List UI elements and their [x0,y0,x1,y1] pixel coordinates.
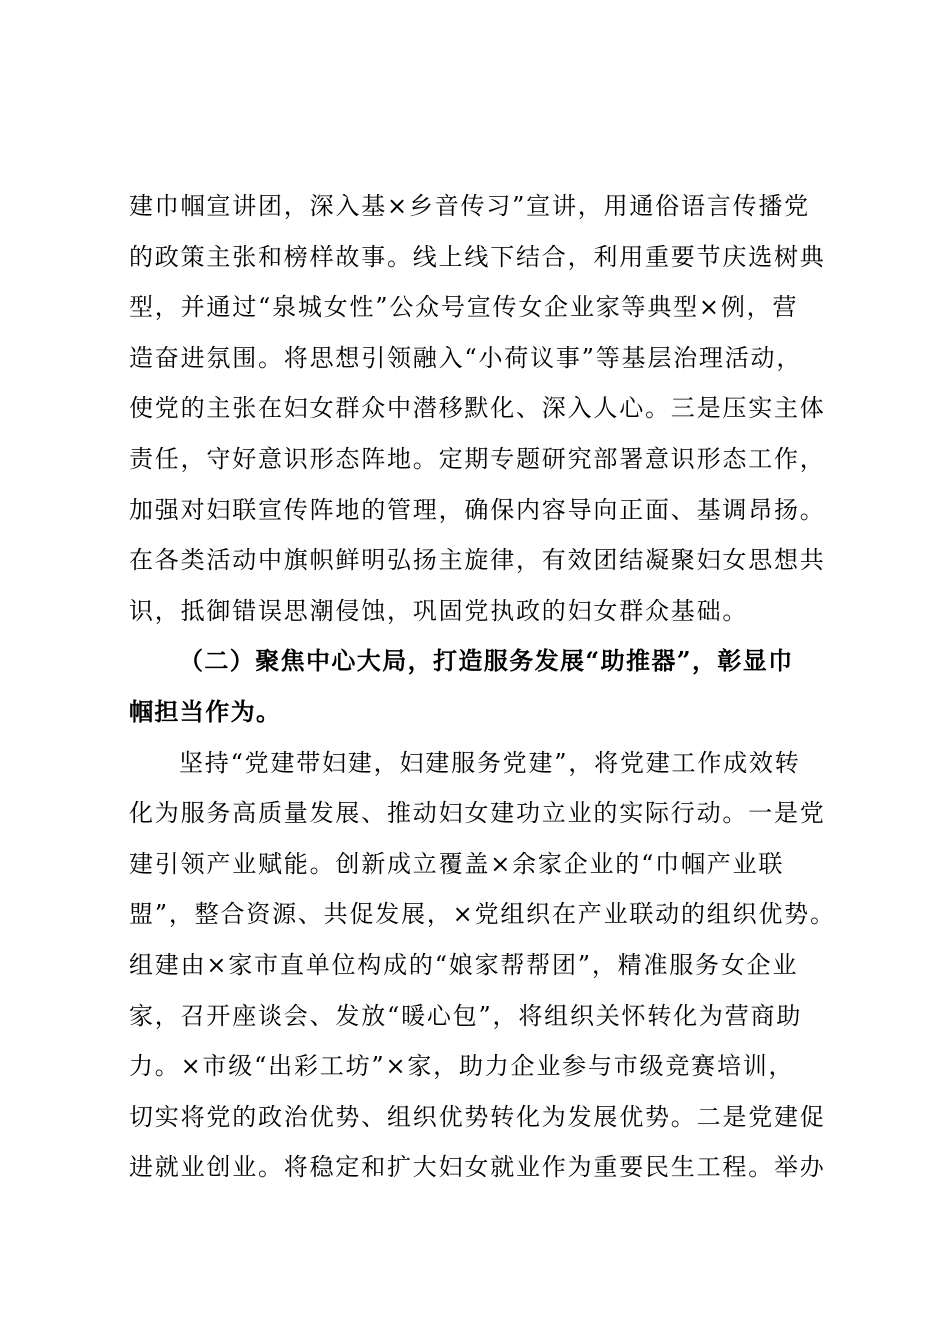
paragraph-line: 责任，守好意识形态阵地。定期专题研究部署意识形态工作， [129,444,826,473]
paragraph-line: 力。×市级“出彩工坊”×家，助力企业参与市级竞赛培训， [129,1052,795,1081]
paragraph-line: 的政策主张和榜样故事。线上线下结合，利用重要节庆选树典 [129,242,826,271]
paragraph-line: 坚持“党建带妇建，妇建服务党建”，将党建工作成效转 [179,748,801,777]
paragraph-line: 切实将党的政治优势、组织优势转化为发展优势。二是党建促 [129,1102,826,1131]
section-heading-line: 帼担当作为。 [129,696,282,726]
section-heading-line: （二）聚焦中心大局，打造服务发展“助推器”，彰显巾 [179,646,794,676]
paragraph-line: 加强对妇联宣传阵地的管理，确保内容导向正面、基调昂扬。 [129,495,826,524]
paragraph-line: 组建由×家市直单位构成的“娘家帮帮团”，精准服务女企业 [129,950,799,979]
paragraph-line: 进就业创业。将稳定和扩大妇女就业作为重要民生工程。举办 [129,1153,826,1182]
paragraph-line: 建巾帼宣讲团，深入基×乡音传习”宣讲，用通俗语言传播党 [129,192,810,220]
paragraph-line: 识，抵御错误思潮侵蚀，巩固党执政的妇女群众基础。 [129,596,749,625]
paragraph-line: 造奋进氛围。将思想引领融入“小荷议事”等基层治理活动， [129,343,803,372]
paragraph-line: 在各类活动中旗帜鲜明弘扬主旋律，有效团结凝聚妇女思想共 [129,546,826,575]
paragraph-line: 型，并通过“泉城女性”公众号宣传女企业家等典型×例，营 [129,293,799,322]
paragraph-line: 建引领产业赋能。创新成立覆盖×余家企业的“巾帼产业联 [129,849,785,878]
paragraph-line: 使党的主张在妇女群众中潜移默化、深入人心。三是压实主体 [129,394,826,423]
body-text [129,181,849,1193]
paragraph-line: 家，召开座谈会、发放“暖心包”，将组织关怀转化为营商助 [129,1001,803,1030]
paragraph-line: 化为服务高质量发展、推动妇女建功立业的实际行动。一是党 [129,799,826,828]
paragraph-line: 盟”，整合资源、共促发展，×党组织在产业联动的组织优势。 [129,900,836,929]
